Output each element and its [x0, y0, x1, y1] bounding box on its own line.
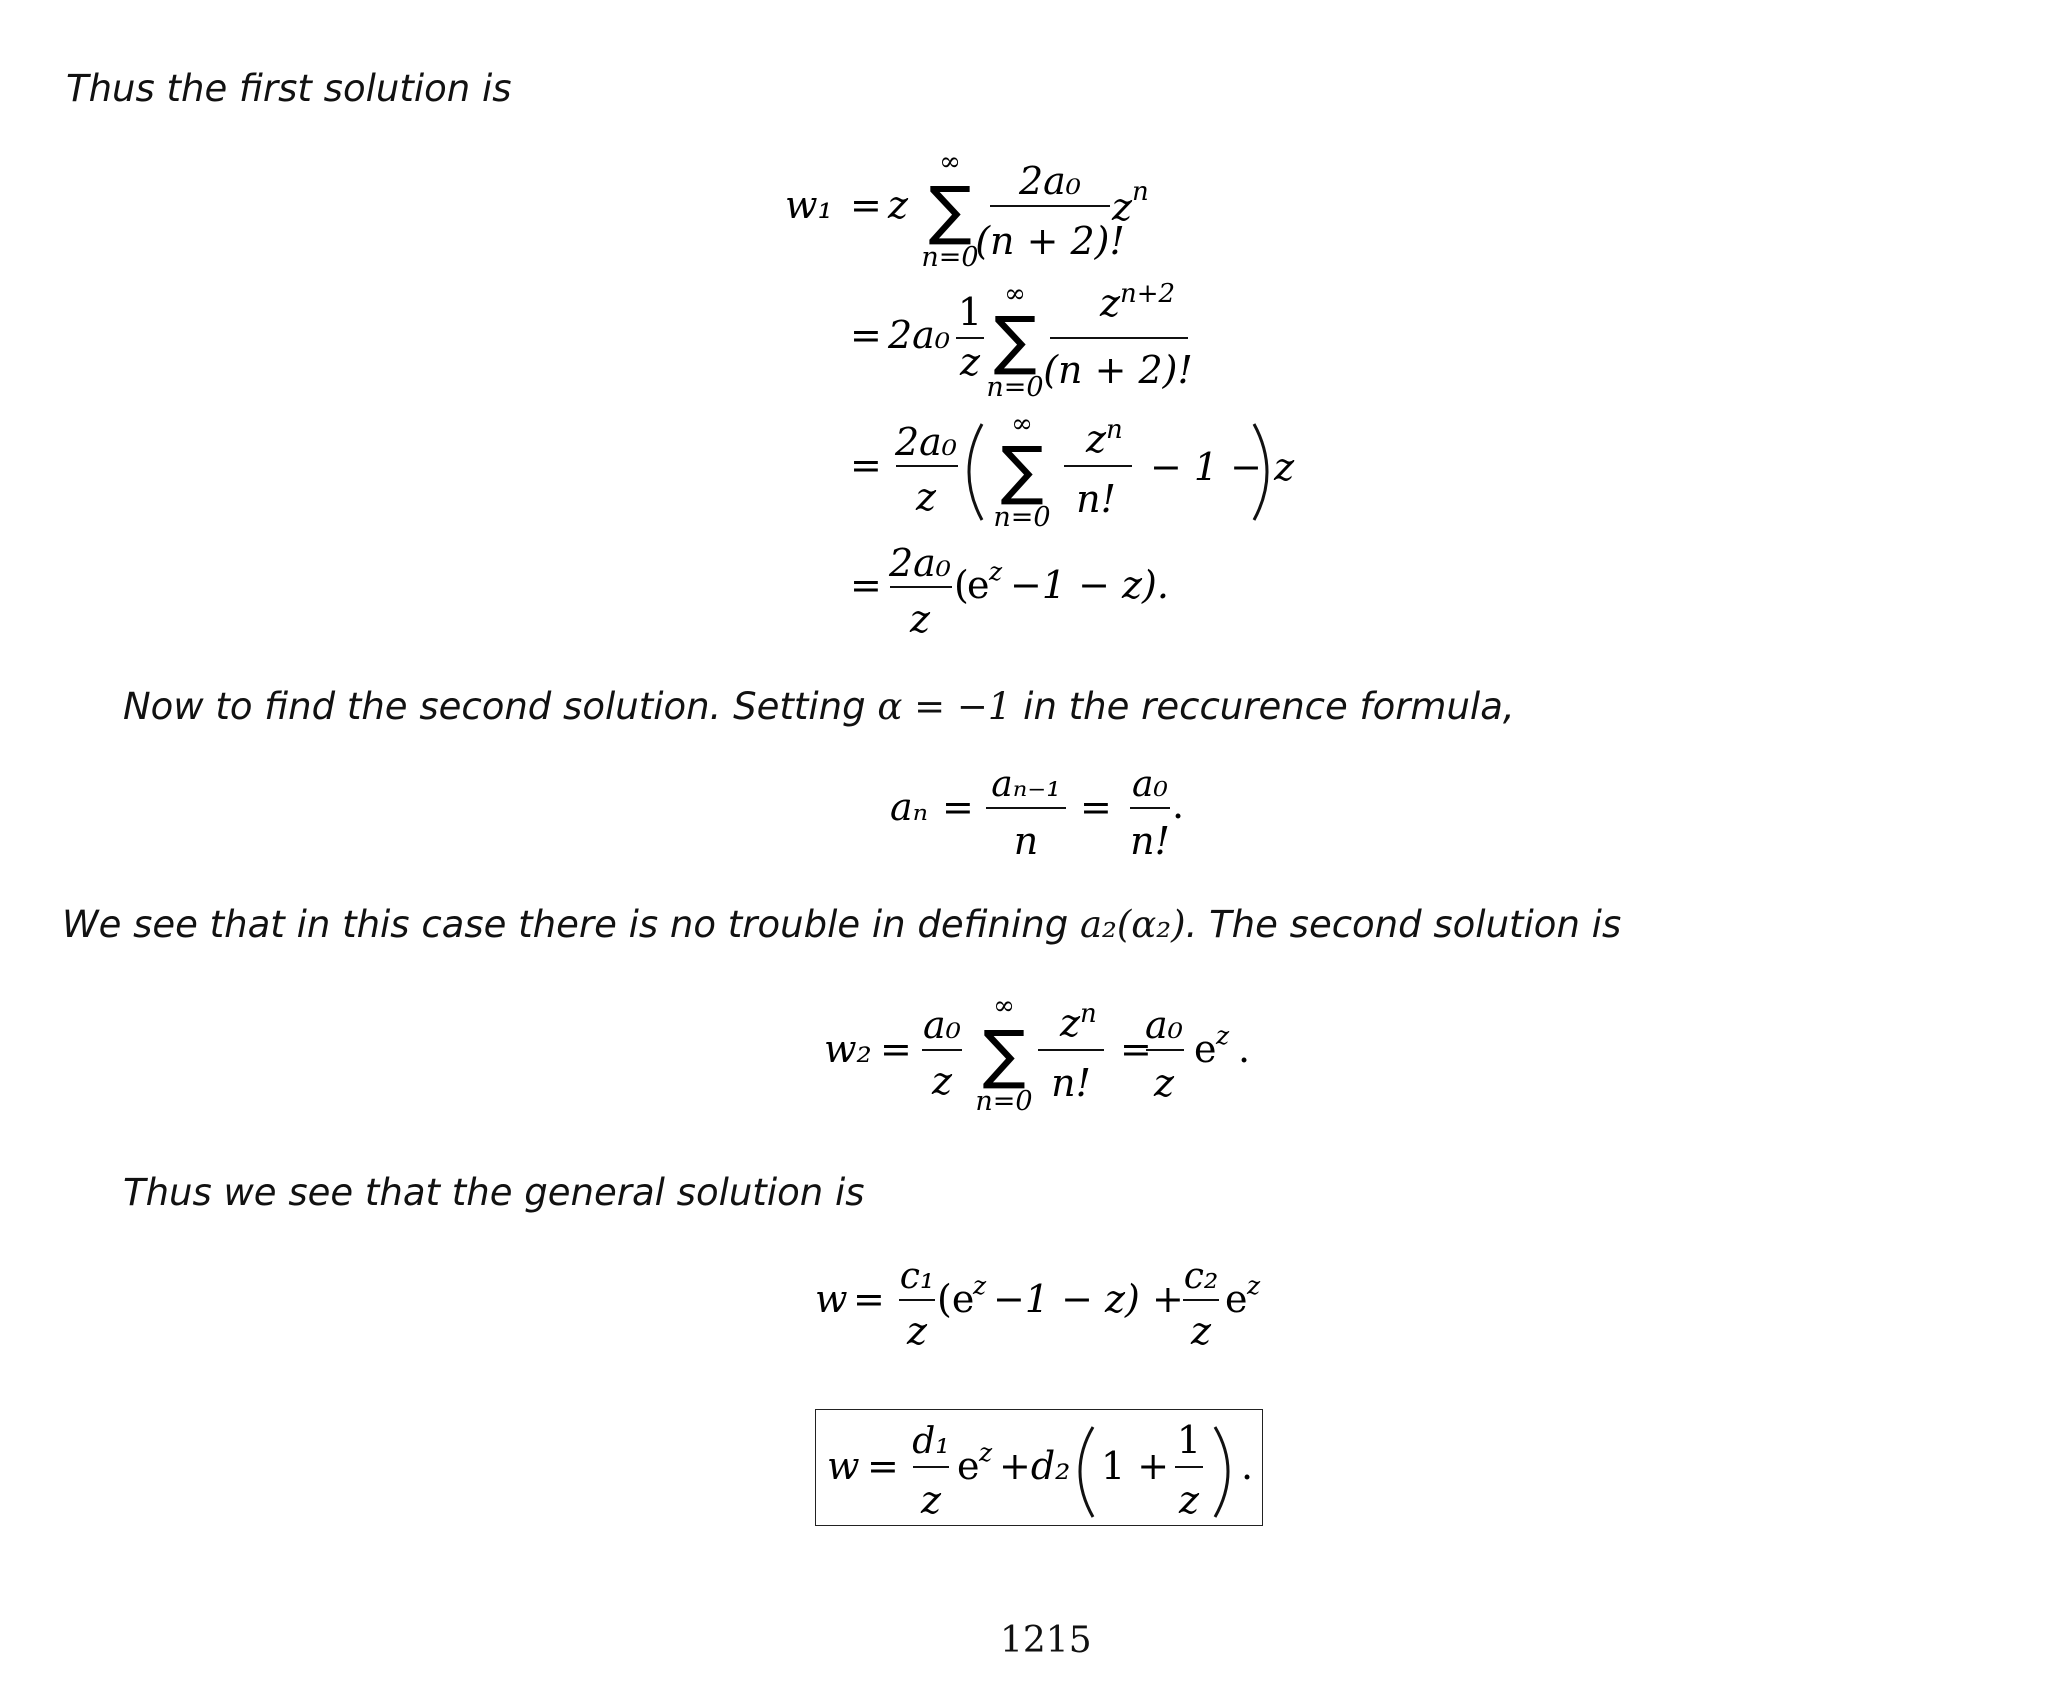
w2-coef-den: z [931, 1059, 953, 1103]
w2-eq1: = [880, 1027, 912, 1071]
w2-e: e [1194, 1027, 1217, 1071]
general-solution-intro: Thus we see that the general solution is [123, 1171, 865, 1214]
w1-line1-denominator: (n + 2)! [975, 219, 1125, 263]
general-c2-num: c₂ [1183, 1256, 1219, 1297]
boxed-right-paren [1215, 1427, 1228, 1517]
w1-line1-eq: = [850, 183, 882, 227]
second-solution-equation [820, 990, 1260, 1130]
second-solution-text: . The second solution is [1185, 903, 1622, 946]
boxed-frac-num: 1 [1176, 1418, 1202, 1462]
w1-line3-eq: = [850, 443, 882, 487]
w1-line2-numer-base: z [1099, 281, 1121, 325]
w1-line2-numer-exp: n+2 [1120, 279, 1176, 309]
no-trouble-paragraph [62, 903, 1622, 946]
general-e: e [1225, 1277, 1248, 1321]
boxed-lhs: w [827, 1444, 860, 1488]
recurrence-lhs: aₙ [890, 785, 929, 829]
recurrence-frac2-num: a₀ [1132, 764, 1168, 805]
w2-denominator: n! [1051, 1061, 1091, 1105]
w2-e-exp: z [1216, 1021, 1230, 1050]
w1-line3-numer-base: z [1085, 417, 1107, 461]
w2-result-num: a₀ [1145, 1003, 1183, 1047]
w1-line2-frac-den: z [959, 340, 981, 384]
boxed-left-paren [1080, 1427, 1093, 1517]
w1-line2-coef: 2a₀ [888, 313, 951, 357]
w1-line2-frac-num: 1 [957, 290, 983, 334]
general-e2-exp: z [1247, 1271, 1261, 1300]
boxed-frac-den: z [1178, 1478, 1200, 1522]
w1-line3-coef-den: z [915, 475, 937, 519]
general-solution-equation [805, 1250, 1285, 1370]
w1-line2-denominator: (n + 2)! [1043, 348, 1193, 392]
recurrence-equation [880, 760, 1200, 880]
boxed-plus-d2: +d₂ [999, 1444, 1071, 1488]
w1-line2-sum-upper: ∞ [1004, 279, 1026, 309]
alpha-equals-minus-one: α = −1 [877, 685, 1012, 728]
recurrence-frac1-num: aₙ₋₁ [991, 764, 1061, 805]
general-c1-num: c₁ [899, 1256, 935, 1297]
w1-line3-left-paren [969, 424, 982, 520]
general-eq: = [853, 1277, 885, 1321]
boxed-d1-den: z [920, 1478, 942, 1522]
general-c1-den: z [906, 1309, 928, 1353]
w1-line4-coef-num: 2a₀ [888, 541, 952, 585]
second-intro-text: Now to find the second solution. Setting [123, 685, 866, 728]
second-intro-text-end: in the reccurence formula, [1023, 685, 1515, 728]
first-solution-equation [760, 140, 1320, 660]
boxed-end: . [1241, 1444, 1254, 1488]
w1-line3-sum-upper: ∞ [1011, 409, 1033, 439]
w2-lhs: w₂ [824, 1027, 872, 1071]
w1-line2-eq: = [850, 313, 882, 357]
w1-line3-sum-sign: ∑ [1000, 434, 1044, 508]
w1-line4-e: e [967, 563, 990, 607]
w1-line1-z: z [888, 183, 909, 227]
w1-line4-rest: −1 − z). [1010, 563, 1169, 607]
recurrence-frac1-den: n [1013, 819, 1039, 863]
w1-line2-sum-sign: ∑ [993, 304, 1037, 378]
w2-eq2: = [1120, 1027, 1152, 1071]
boxed-general-solution [815, 1409, 1263, 1526]
boxed-d1-num: d₁ [912, 1421, 950, 1462]
boxed-e-exp: z [979, 1438, 993, 1467]
w1-line1-numerator: 2a₀ [1018, 159, 1082, 203]
recurrence-eq1: = [942, 785, 974, 829]
w2-numer-exp: n [1080, 999, 1097, 1029]
recurrence-end: . [1172, 783, 1185, 827]
w1-line3-numer-exp: n [1106, 415, 1123, 445]
w1-line1-sum-upper: ∞ [939, 147, 961, 177]
w2-coef-num: a₀ [923, 1003, 961, 1047]
boxed-eq: = [867, 1444, 899, 1488]
w1-line4-coef-den: z [909, 597, 931, 641]
w1-line1-sum-sign: ∑ [928, 174, 972, 248]
w2-result-den: z [1153, 1061, 1175, 1105]
w2-numer-base: z [1059, 1001, 1081, 1045]
w1-line4-e-exp: z [989, 557, 1003, 586]
w2-end: . [1238, 1027, 1251, 1071]
general-e-exp: z [973, 1271, 987, 1300]
w2-sum-upper: ∞ [993, 991, 1015, 1021]
no-trouble-text: We see that in this case there is no trouble in defining [62, 903, 1069, 946]
a2-alpha2: a₂(α₂) [1079, 903, 1186, 946]
boxed-one-plus: 1 + [1101, 1444, 1170, 1488]
general-lhs: w [815, 1277, 848, 1321]
general-open-e: (e [937, 1277, 975, 1321]
w1-lhs: w₁ [785, 183, 833, 227]
w1-line1-power-base: z [1112, 185, 1133, 229]
boxed-e: e [957, 1444, 980, 1488]
recurrence-eq2: = [1080, 785, 1112, 829]
second-solution-intro [123, 685, 1515, 728]
w1-line1-sum-lower: n=0 [921, 242, 979, 273]
first-solution-intro: Thus the first solution is [66, 67, 512, 110]
w2-sum-lower: n=0 [975, 1086, 1033, 1117]
general-c2-den: z [1190, 1309, 1212, 1353]
page-number: 1215 [1000, 1620, 1092, 1661]
w1-line3-tail: − 1 − z [1150, 445, 1295, 489]
w1-line4-open: ( [954, 563, 969, 607]
recurrence-frac2-den: n! [1130, 819, 1170, 863]
w1-line2-sum-lower: n=0 [986, 372, 1044, 403]
w1-line3-sum-lower: n=0 [993, 502, 1051, 533]
general-rest: −1 − z) + [993, 1277, 1184, 1321]
w1-line3-denominator: n! [1076, 477, 1116, 521]
w1-line4-eq: = [850, 563, 882, 607]
w1-line3-coef-num: 2a₀ [894, 420, 958, 464]
w2-sum-sign: ∑ [982, 1018, 1026, 1092]
w1-line1-power-exp: n [1132, 177, 1149, 207]
